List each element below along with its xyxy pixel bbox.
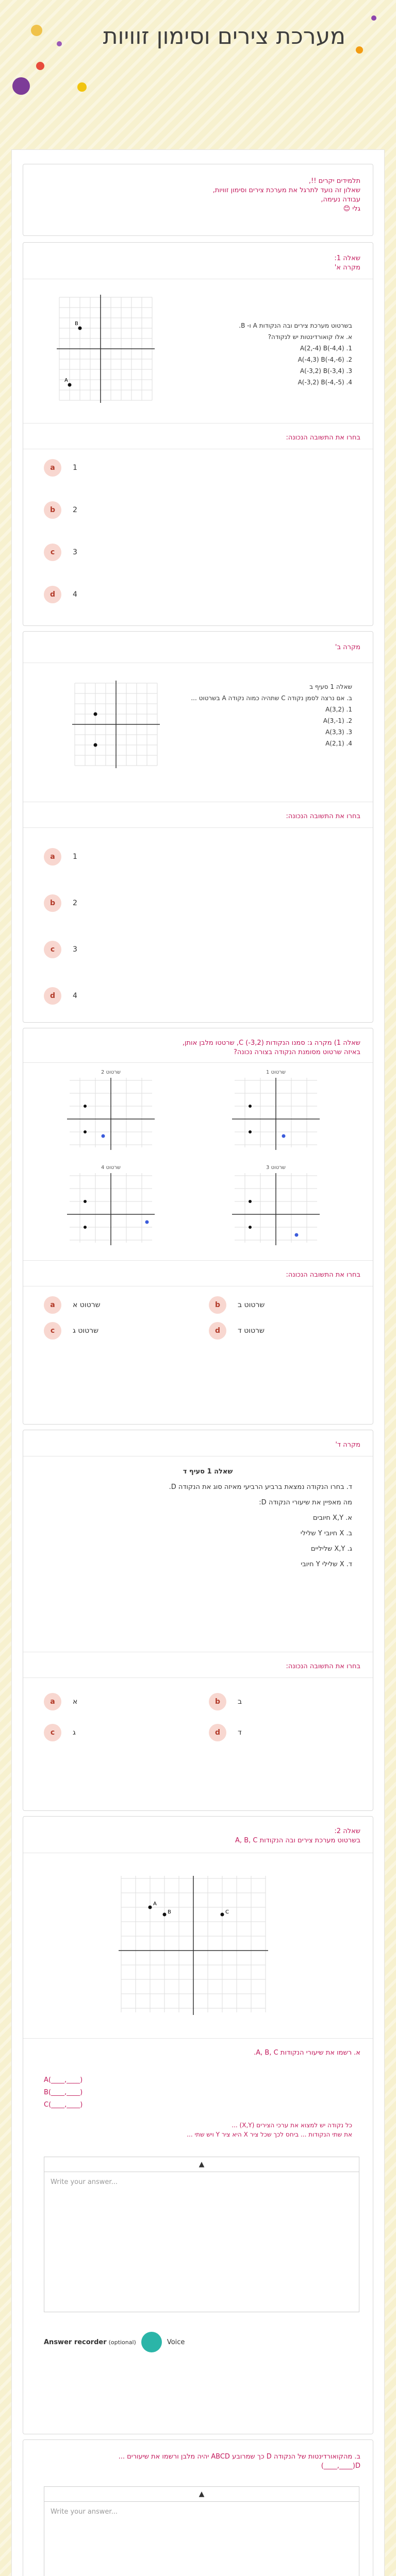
intro-line: תלמידים יקרים !!,	[308, 177, 360, 185]
option-4[interactable]	[44, 586, 77, 603]
question-line: ג. X,Y שליליים	[310, 1545, 352, 1553]
option-badge: b	[209, 1296, 226, 1314]
point-label: A	[64, 378, 68, 383]
option-text: ג	[73, 1728, 76, 1737]
option-text: א	[73, 1698, 78, 1706]
option-badge: d	[209, 1322, 226, 1340]
option-text: שרטוט ג	[73, 1327, 99, 1335]
option-text: ב	[238, 1698, 242, 1706]
question-title: שאלה 1:	[334, 255, 360, 262]
answer-toolbar[interactable]: ▲	[44, 2157, 359, 2172]
sub-question: ב. מהקואורדינטות של הנקודה D כך שמרובע ABCD יהיה מלבן ורשמו את שיעורים ...	[118, 2453, 360, 2461]
decor-dot	[31, 25, 42, 36]
question-card-2b	[23, 2439, 373, 2576]
option-4[interactable]	[44, 987, 77, 1005]
point-label: C	[225, 1909, 229, 1915]
question-card-1d	[23, 1430, 373, 1811]
question-heading: שאלה 1 סעיף ד	[183, 1468, 233, 1476]
blank-line: A(____,____)	[44, 2076, 83, 2084]
decor-dot	[36, 62, 44, 70]
choose-label: בחרו את התשובה הנכונה:	[286, 1663, 360, 1670]
option-text: 2	[73, 899, 77, 907]
option-text: 1	[73, 853, 77, 861]
point-label: A	[153, 1901, 157, 1907]
graph-block	[64, 1070, 157, 1155]
coordinate-graph	[64, 1171, 157, 1248]
option-badge: d	[209, 1724, 226, 1741]
graph-label: שרטוט 4	[101, 1165, 121, 1171]
blank-line: B(____,____)	[44, 2089, 83, 2096]
option-badge: a	[44, 848, 61, 866]
question-line: מה מאפיין את שיעורי הנקודה D:	[259, 1499, 352, 1506]
answer-box[interactable]	[44, 2486, 359, 2576]
decor-dot	[57, 41, 62, 46]
option-c[interactable]	[44, 1724, 76, 1741]
info-line: כל נקודה יש למצוא את ערכי הצירים (X,Y) ...	[232, 2122, 352, 2129]
option-badge: c	[44, 1724, 61, 1741]
option-text: ד	[238, 1728, 242, 1737]
intro-line: שאלון זה נועד לתרגל את מערכת צירים וסימון זוויות,	[212, 187, 360, 194]
option-badge: a	[44, 1693, 61, 1710]
question-subtitle: מקרה ד'	[335, 1441, 360, 1449]
option-text: 1	[73, 464, 77, 472]
answer-placeholder: Write your answer...	[51, 2178, 118, 2186]
point-label: B	[75, 321, 78, 327]
question-line: באיזה שרטוט מסומנת הנקודה בצורה נכונה?	[234, 1048, 360, 1056]
question-line: בשרטוט מערכת צירים ובה הנקודות A ו- B.	[239, 322, 352, 329]
graph-block	[229, 1070, 322, 1155]
sub-question: D(____,____)	[321, 2462, 360, 2470]
option-text: 4	[73, 992, 77, 1000]
option-1[interactable]	[44, 459, 77, 477]
question-line: A(3,3) .3	[325, 728, 352, 736]
coordinate-graph	[116, 1873, 271, 2018]
intro-line: גלי 😊	[343, 205, 360, 213]
question-card-1b	[23, 631, 373, 1023]
recorder-optional: (optional)	[108, 2338, 136, 2346]
question-title: שאלה 2:	[334, 1827, 360, 1835]
question-line: A(3,2) .1	[325, 706, 352, 713]
record-button[interactable]	[141, 2332, 162, 2352]
coordinate-graph	[229, 1075, 322, 1153]
graph-label: שרטוט 3	[266, 1165, 286, 1171]
option-text: שרטוט ב	[238, 1301, 265, 1309]
point-b	[78, 327, 82, 330]
answer-recorder	[44, 2332, 185, 2352]
recorder-label: Answer recorder	[44, 2338, 107, 2346]
question-line: A(2,1) .4	[325, 740, 352, 747]
option-a[interactable]	[44, 1296, 101, 1314]
decor-dot	[12, 77, 30, 95]
blank-line: C(____,____)	[44, 2101, 83, 2109]
answer-placeholder: Write your answer...	[51, 2508, 118, 2516]
coordinate-graph	[64, 1075, 157, 1153]
option-badge: c	[44, 1322, 61, 1340]
question-line: בשרטוט מערכת צירים ובה הנקודות A, B, C	[235, 1837, 360, 1844]
coordinate-graph	[54, 292, 157, 405]
option-1[interactable]	[44, 848, 77, 866]
option-text: 3	[73, 548, 77, 556]
question-line: A(2,-4) B(-4,4) .1	[300, 345, 352, 352]
question-line: ד. X שלילי Y חיובי	[301, 1561, 352, 1568]
question-line: ב. אם נרצה לסמן נקודה C שתהיה כמוה נקודה A בשרטוט ...	[191, 694, 352, 702]
point-a	[68, 383, 72, 387]
option-badge: d	[44, 586, 61, 603]
question-subtitle: מקרה ב'	[335, 643, 360, 651]
intro-card	[23, 164, 373, 236]
question-line: A(-3,2) B(-3,4) .3	[300, 367, 352, 375]
option-badge: d	[44, 987, 61, 1005]
question-card-2	[23, 1816, 373, 2434]
answer-box[interactable]	[44, 2157, 359, 2312]
question-line: A(-3,2) B(-4,-5) .4	[298, 379, 352, 386]
decor-dot	[356, 46, 363, 54]
graph-label: שרטוט 2	[101, 1070, 121, 1075]
graph-label: שרטוט 1	[266, 1070, 286, 1075]
option-3[interactable]	[44, 544, 77, 561]
coordinate-graph	[229, 1171, 322, 1248]
decor-dot	[371, 15, 376, 21]
question-line: A(3,-1) .2	[323, 717, 352, 724]
info-line: את שתי הנקודות ... ביחס לכך שכל ציר X היא ציר Y ויש שתי ...	[187, 2131, 352, 2138]
choose-label: בחרו את התשובה הנכונה:	[286, 812, 360, 820]
option-c[interactable]	[44, 1322, 98, 1340]
option-d[interactable]	[209, 1724, 242, 1741]
question-card-1	[23, 242, 373, 626]
question-line: א. X,Y חיובים	[312, 1514, 352, 1522]
graph-block	[229, 1165, 322, 1250]
option-d[interactable]	[209, 1322, 265, 1340]
question-line: ד. בחרו הנקודה נמצאת ברביע הרביעי מאיזה סוג את הנקודה D.	[169, 1483, 352, 1491]
option-3[interactable]	[44, 941, 77, 958]
option-text: שרטוט א	[73, 1301, 101, 1309]
option-badge: b	[44, 894, 61, 912]
question-line: שאלה 1) מקרה ג: סמנו הנקודות (3,2-) C, שרטטו מלבן אותן,	[182, 1039, 360, 1047]
intro-line: עבודה נעימה,	[321, 196, 360, 204]
option-badge: a	[44, 459, 61, 477]
option-badge: b	[44, 501, 61, 519]
option-2[interactable]	[44, 501, 77, 519]
option-text: שרטוט ד	[238, 1327, 265, 1335]
point-label: B	[168, 1909, 171, 1915]
option-badge: b	[209, 1693, 226, 1710]
question-subtitle: מקרה א'	[334, 264, 360, 272]
option-b[interactable]	[209, 1693, 242, 1710]
option-badge: c	[44, 941, 61, 958]
voice-label: Voice	[167, 2338, 185, 2346]
question-heading: שאלה 1 סעיף ב	[309, 683, 352, 690]
option-badge: c	[44, 544, 61, 561]
option-text: 2	[73, 506, 77, 514]
answer-toolbar[interactable]: ▲	[44, 2487, 359, 2502]
sub-question: א. רשמו את שיעורי הנקודות A, B, C.	[254, 2049, 360, 2057]
option-a[interactable]	[44, 1693, 77, 1710]
option-badge: a	[44, 1296, 61, 1314]
choose-label: בחרו את התשובה הנכונה:	[286, 434, 360, 442]
question-card-1c	[23, 1028, 373, 1425]
decor-dot	[77, 82, 87, 92]
option-2[interactable]	[44, 894, 77, 912]
option-b[interactable]	[209, 1296, 265, 1314]
question-line: A(-4,3) B(-4,-6) .2	[298, 356, 352, 363]
option-text: 3	[73, 945, 77, 954]
coordinate-graph	[70, 678, 162, 771]
question-line: א. אלו קואורדינטות יש לנקודה?	[268, 333, 352, 341]
choose-label: בחרו את התשובה הנכונה:	[286, 1271, 360, 1279]
question-line: ב. X חיובי Y שלילי	[300, 1530, 352, 1537]
page-title: מערכת צירים וסימון זוויות	[103, 23, 345, 49]
graph-block	[64, 1165, 157, 1250]
option-text: 4	[73, 590, 77, 599]
